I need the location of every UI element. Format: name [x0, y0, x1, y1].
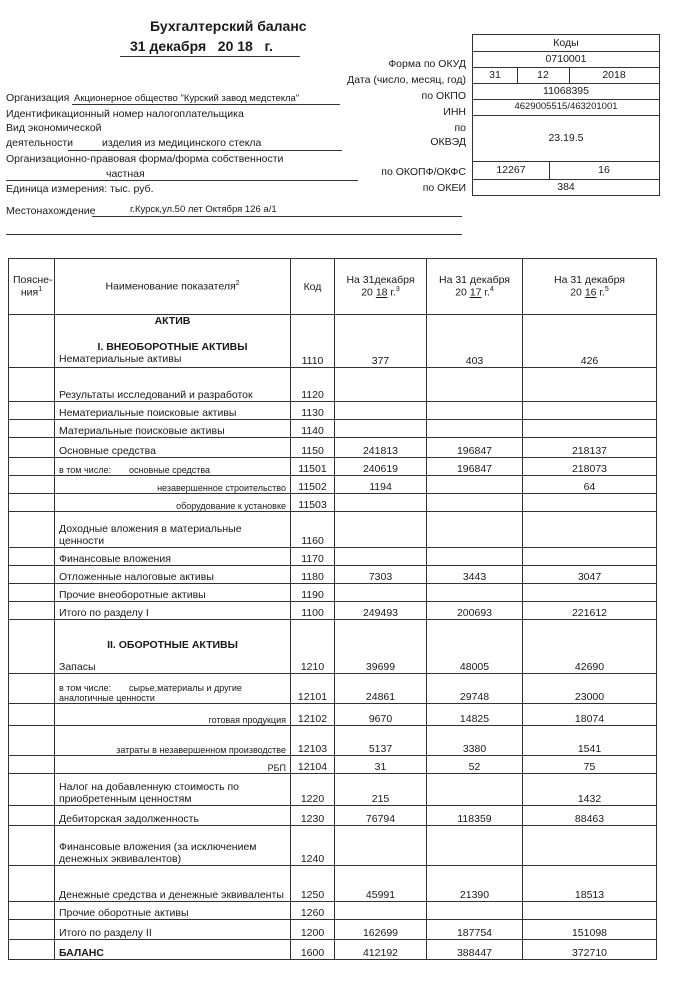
code-okud: 0710001: [473, 51, 659, 68]
row-value-1: 241813: [335, 438, 427, 458]
row-note: [9, 420, 55, 438]
row-note: [9, 902, 55, 920]
row-value-2: 403: [427, 315, 523, 368]
row-value-2: [427, 476, 523, 494]
row-note: [9, 368, 55, 402]
row-value-1: 9670: [335, 704, 427, 726]
row-value-3: 151098: [523, 920, 657, 940]
row-value-2: 3443: [427, 566, 523, 584]
row-value-1: 412192: [335, 940, 427, 960]
row-value-1: [335, 494, 427, 512]
row-name: затраты в незавершенном производстве: [116, 745, 286, 755]
row-value-1: [335, 420, 427, 438]
okud-label: Форма по ОКУД: [388, 58, 466, 70]
table-row: [9, 866, 657, 902]
row-value-3: [523, 826, 657, 866]
asset-heading: АКТИВ: [154, 315, 191, 327]
row-value-3: [523, 494, 657, 512]
row-value-3: 88463: [523, 806, 657, 826]
code-okpo: 11068395: [473, 83, 659, 100]
table-row: [9, 602, 657, 620]
row-code: 1110: [291, 315, 335, 368]
row-code: 1150: [291, 438, 335, 458]
row-value-1: 39699: [335, 620, 427, 674]
row-name: РБП: [267, 763, 286, 773]
row-name-cell: [55, 602, 291, 620]
row-value-3: 218073: [523, 458, 657, 476]
code-okopf-row: [473, 161, 659, 180]
row-value-3: [523, 584, 657, 602]
row-name-cell: [55, 806, 291, 826]
row-note: [9, 566, 55, 584]
row-name: [59, 465, 286, 475]
row-value-2: [427, 548, 523, 566]
code-date-month: 12: [517, 67, 570, 83]
row-name-cell: [55, 566, 291, 584]
row-name-cell: [55, 420, 291, 438]
row-code: 1200: [291, 920, 335, 940]
row-name-prefix: в том числе:: [59, 683, 111, 693]
row-value-3: 18513: [523, 866, 657, 902]
row-value-2: 14825: [427, 704, 523, 726]
row-note: [9, 620, 55, 674]
row-note: [9, 674, 55, 704]
legal-form-value: частная: [106, 168, 145, 180]
row-name: оборудование к установке: [176, 501, 286, 511]
row-name: [59, 683, 286, 703]
row-name-cell: [55, 494, 291, 512]
row-name: Итого по разделу II: [59, 927, 152, 939]
table-header-row: [9, 259, 657, 315]
table-row: [9, 476, 657, 494]
row-value-2: 52: [427, 756, 523, 774]
row-note: [9, 826, 55, 866]
row-name: Итого по разделу I: [59, 607, 149, 619]
row-value-1: 76794: [335, 806, 427, 826]
activity-label-1: Вид экономической: [6, 122, 102, 134]
row-name: Материальные поисковые активы: [59, 425, 225, 437]
code-date-day: 31: [473, 67, 518, 83]
row-name: Прочие оборотные активы: [59, 907, 189, 919]
document-date: [130, 38, 273, 54]
col-header-year3: На 31 декабря 20 16 г.$^5$: [523, 259, 657, 315]
okpo-label: по ОКПО: [421, 90, 466, 102]
row-name-cell: [55, 902, 291, 920]
row-value-3: 64: [523, 476, 657, 494]
row-name-cell: [55, 756, 291, 774]
row-code: 11503: [291, 494, 335, 512]
row-name: Результаты исследований и разработок: [59, 389, 253, 401]
row-value-2: 200693: [427, 602, 523, 620]
org-label: Организация: [6, 92, 70, 104]
row-value-2: 21390: [427, 866, 523, 902]
row-value-2: 196847: [427, 458, 523, 476]
row-name: незавершенное строительство: [157, 483, 286, 493]
row-note: [9, 602, 55, 620]
codes-box: [472, 34, 660, 196]
table-row: [9, 826, 657, 866]
row-name-cell: [55, 920, 291, 940]
row-note: [9, 494, 55, 512]
row-name: БАЛАНС: [59, 947, 104, 959]
row-note: [9, 726, 55, 756]
table-row: [9, 756, 657, 774]
row-value-2: [427, 512, 523, 548]
row-note: [9, 512, 55, 548]
row-name: Основные средства: [59, 445, 156, 457]
row-name-cell: [55, 774, 291, 806]
table-row: [9, 806, 657, 826]
row-code: 1100: [291, 602, 335, 620]
row-value-3: 23000: [523, 674, 657, 704]
row-code: 1210: [291, 620, 335, 674]
okei-label: по ОКЕИ: [422, 182, 466, 194]
date-day-month: 31 декабря: [130, 38, 207, 54]
row-value-3: [523, 512, 657, 548]
activity-value: изделия из медицинского стекла: [102, 137, 262, 149]
row-code: 1240: [291, 826, 335, 866]
row-value-1: 45991: [335, 866, 427, 902]
row-value-1: [335, 584, 427, 602]
balance-table-body: [9, 315, 657, 960]
row-name: Прочие внеоборотные активы: [59, 589, 206, 601]
row-value-2: 187754: [427, 920, 523, 940]
row-value-3: 42690: [523, 620, 657, 674]
row-note: [9, 806, 55, 826]
row-name: Нематериальные поисковые активы: [59, 407, 237, 419]
row-name: Запасы: [59, 661, 96, 673]
row-name: Налог на добавленную стоимость по приобретенным ценностям: [59, 781, 240, 805]
row-note: [9, 584, 55, 602]
row-note: [9, 774, 55, 806]
row-name: Финансовые вложения: [59, 553, 171, 565]
row-value-2: 29748: [427, 674, 523, 704]
row-note: [9, 402, 55, 420]
row-name: Нематериальные активы: [59, 353, 182, 365]
row-code: 11502: [291, 476, 335, 494]
row-value-2: 196847: [427, 438, 523, 458]
code-date-year: 2018: [602, 69, 626, 81]
okved-label-2: ОКВЭД: [430, 136, 466, 148]
okved-label-1: по: [454, 122, 466, 134]
row-name-cell: [55, 584, 291, 602]
table-row: [9, 620, 657, 674]
row-value-2: [427, 774, 523, 806]
row-note: [9, 476, 55, 494]
row-value-3: [523, 402, 657, 420]
row-value-1: [335, 368, 427, 402]
row-value-2: [427, 368, 523, 402]
row-name-cell: [55, 620, 291, 674]
row-name-cell: [55, 438, 291, 458]
row-value-3: 3047: [523, 566, 657, 584]
date-year-suffix: г.: [264, 38, 273, 54]
section1-heading: I. ВНЕОБОРОТНЫЕ АКТИВЫ: [97, 341, 248, 353]
balance-table: [8, 258, 657, 960]
activity-label-2: деятельности: [6, 137, 73, 149]
document-title: Бухгалтерский баланс: [150, 18, 307, 34]
row-value-1: 5137: [335, 726, 427, 756]
row-note: [9, 756, 55, 774]
col-header-year2: На 31 декабря 20 17 г.$^4$: [427, 259, 523, 315]
row-code: 1190: [291, 584, 335, 602]
row-value-3: 221612: [523, 602, 657, 620]
inn-id-label: Идентификационный номер налогоплательщика: [6, 108, 244, 120]
row-value-1: [335, 402, 427, 420]
row-value-2: 3380: [427, 726, 523, 756]
row-value-1: 377: [335, 315, 427, 368]
table-row: [9, 584, 657, 602]
row-value-3: [523, 420, 657, 438]
okopf-label: по ОКОПФ/ОКФС: [381, 166, 466, 178]
row-note: [9, 866, 55, 902]
row-code: 12104: [291, 756, 335, 774]
row-name-cell: [55, 826, 291, 866]
row-name-text: сырье,материалы и другие аналогичные ценности: [59, 683, 242, 703]
col-header-code: Код: [291, 259, 335, 315]
row-code: 1600: [291, 940, 335, 960]
table-row: [9, 774, 657, 806]
row-code: 12101: [291, 674, 335, 704]
row-value-2: [427, 494, 523, 512]
row-note: [9, 920, 55, 940]
row-code: 12103: [291, 726, 335, 756]
row-value-1: [335, 902, 427, 920]
location-label: Местонахождение: [6, 205, 96, 217]
table-row: [9, 940, 657, 960]
table-row: [9, 566, 657, 584]
row-name-cell: [55, 368, 291, 402]
table-row: [9, 494, 657, 512]
code-okei: 384: [557, 181, 575, 193]
table-row: [9, 902, 657, 920]
row-value-2: [427, 902, 523, 920]
code-inn: 4629005515/463201001: [473, 99, 659, 116]
row-note: [9, 458, 55, 476]
row-name: Отложенные налоговые активы: [59, 571, 214, 583]
row-code: 1140: [291, 420, 335, 438]
row-value-3: [523, 548, 657, 566]
row-note: [9, 940, 55, 960]
row-name-cell: [55, 512, 291, 548]
legal-form-label: Организационно-правовая форма/форма собственности: [6, 153, 284, 165]
row-value-1: [335, 548, 427, 566]
row-name-cell: [55, 402, 291, 420]
section2-heading: II. ОБОРОТНЫЕ АКТИВЫ: [107, 639, 238, 651]
unit-label: Единица измерения: тыс. руб.: [6, 183, 154, 195]
row-value-1: 7303: [335, 566, 427, 584]
table-row: [9, 315, 657, 368]
table-row: [9, 402, 657, 420]
row-name-cell: [55, 726, 291, 756]
date-year: 18: [237, 38, 253, 54]
row-name: Дебиторская задолженность: [59, 813, 199, 825]
row-value-1: 240619: [335, 458, 427, 476]
row-value-2: [427, 402, 523, 420]
table-row: [9, 368, 657, 402]
row-code: 1160: [291, 512, 335, 548]
row-name: Денежные средства и денежные эквиваленты: [59, 889, 284, 901]
row-note: [9, 548, 55, 566]
row-value-3: [523, 902, 657, 920]
row-value-3: 18074: [523, 704, 657, 726]
row-name: готовая продукция: [208, 715, 286, 725]
date-year-prefix: 20: [217, 38, 234, 54]
org-value: Акционерное общество "Курский завод медстекла": [74, 93, 300, 104]
row-value-3: 1541: [523, 726, 657, 756]
code-okved: 23.19.5: [473, 115, 659, 162]
row-name-cell: [55, 476, 291, 494]
row-value-1: 24861: [335, 674, 427, 704]
table-row: [9, 726, 657, 756]
code-okopf: 12267: [473, 161, 550, 179]
row-value-2: [427, 420, 523, 438]
col-header-year1: На 31декабря 20 18 г.$^3$: [335, 259, 427, 315]
row-name-prefix: в том числе:: [59, 465, 111, 475]
row-code: 1120: [291, 368, 335, 402]
row-code: 1250: [291, 866, 335, 902]
row-value-2: 118359: [427, 806, 523, 826]
row-value-2: 388447: [427, 940, 523, 960]
row-value-1: 31: [335, 756, 427, 774]
row-code: 1170: [291, 548, 335, 566]
row-name-cell: [55, 940, 291, 960]
row-name: Финансовые вложения (за исключением денежных эквивалентов): [59, 841, 257, 865]
row-value-3: 1432: [523, 774, 657, 806]
code-date-row: [473, 67, 659, 84]
row-value-3: 75: [523, 756, 657, 774]
row-value-2: [427, 826, 523, 866]
row-value-1: [335, 512, 427, 548]
row-name-cell: [55, 548, 291, 566]
row-note: [9, 438, 55, 458]
row-name-cell: [55, 704, 291, 726]
table-row: [9, 458, 657, 476]
date-label: Дата (число, месяц, год): [347, 74, 466, 86]
row-note: [9, 704, 55, 726]
location-value: г.Курск,ул.50 лет Октября 126 а/1: [130, 204, 277, 215]
col-header-name: Наименование показателя$^2$: [55, 259, 291, 315]
row-value-1: 215: [335, 774, 427, 806]
table-row: [9, 512, 657, 548]
row-value-2: 48005: [427, 620, 523, 674]
row-value-3: 372710: [523, 940, 657, 960]
row-name: Доходные вложения в материальные ценности: [59, 523, 242, 547]
row-name-text: основные средства: [128, 465, 211, 475]
row-code: 1230: [291, 806, 335, 826]
row-value-1: 162699: [335, 920, 427, 940]
row-code: 1130: [291, 402, 335, 420]
table-row: [9, 438, 657, 458]
row-name-cell: [55, 866, 291, 902]
row-value-1: 249493: [335, 602, 427, 620]
row-value-3: [523, 368, 657, 402]
row-code: 12102: [291, 704, 335, 726]
row-code: 1220: [291, 774, 335, 806]
table-row: [9, 674, 657, 704]
code-okfs: 16: [598, 164, 610, 176]
row-value-1: 1194: [335, 476, 427, 494]
row-value-3: 218137: [523, 438, 657, 458]
table-row: [9, 548, 657, 566]
row-value-3: 426: [523, 315, 657, 368]
row-code: 1260: [291, 902, 335, 920]
row-code: 11501: [291, 458, 335, 476]
col-header-note: Поясне-ния$^1$: [9, 259, 55, 315]
row-value-1: [335, 826, 427, 866]
table-row: [9, 420, 657, 438]
codes-header: Коды: [473, 35, 659, 52]
row-value-2: [427, 584, 523, 602]
row-name-cell: [55, 674, 291, 704]
row-code: 1180: [291, 566, 335, 584]
table-row: [9, 704, 657, 726]
row-name-cell: [55, 458, 291, 476]
table-row: [9, 920, 657, 940]
inn-label: ИНН: [443, 106, 466, 118]
